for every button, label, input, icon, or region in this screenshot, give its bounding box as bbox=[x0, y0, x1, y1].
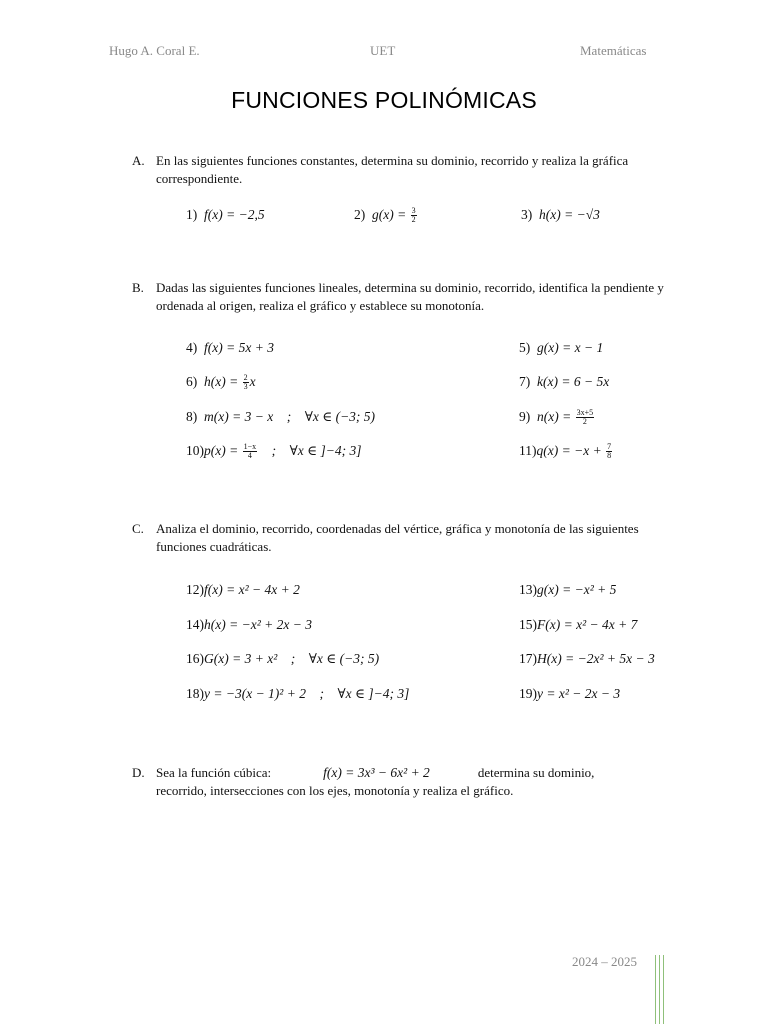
exercise-5: 5) g(x) = x − 1 bbox=[519, 340, 604, 355]
exercise-7: 7) k(x) = 6 − 5x bbox=[519, 374, 610, 389]
section-b-text: Dadas las siguientes funciones lineales, determina su dominio, recorrido, identifica la pendiente y ordenada al origen, realiza el gráfico y establece su monotonía. bbox=[156, 280, 664, 313]
fraction: $\frac{7}{8}$ bbox=[607, 442, 612, 461]
section-a-letter: A. bbox=[132, 153, 145, 168]
exercise-2: 2) g(x) = $\frac{3}{2}$ bbox=[354, 206, 416, 225]
section-d-text: Sea la función cúbica: f(x) = 3x³ − 6x² + 2 determina su dominio, recorrido, intersecciones con los ejes, monotonía y realiza el gráfico. bbox=[156, 765, 595, 798]
exercise-14: 14)h(x) = −x² + 2x − 3 bbox=[186, 617, 312, 632]
footer-accent-bar bbox=[659, 955, 660, 1024]
exercise-11: 11)q(x) = −x + $\frac{7}{8}$ bbox=[519, 442, 612, 461]
exercise-4: 4) f(x) = 5x + 3 bbox=[186, 340, 274, 355]
exercise-12: 12)f(x) = x² − 4x + 2 bbox=[186, 582, 300, 597]
exercise-18: 18)y = −3(x − 1)² + 2 ; ∀x ∈ ]−4; 3] bbox=[186, 686, 410, 701]
exercise-10: 10)p(x) = $\frac{1-x}{4}$ ; ∀x ∈ ]−4; 3] bbox=[186, 442, 362, 461]
exercise-17: 17)H(x) = −2x² + 5x − 3 bbox=[519, 651, 655, 666]
exercise-1: 1) f(x) = −2,5 bbox=[186, 207, 265, 222]
cubic-formula: f(x) = 3x³ − 6x² + 2 bbox=[323, 765, 430, 780]
fraction: $\frac{3x+5}{2}$ bbox=[576, 408, 594, 427]
section-a-text: En las siguientes funciones constantes, determina su dominio, recorrido y realiza la gráfica correspondiente. bbox=[156, 153, 629, 186]
header-institution: UET bbox=[370, 43, 396, 58]
exercise-9: 9) n(x) = $\frac{3x+5}{2}$ bbox=[519, 408, 594, 427]
exercise-19: 19)y = x² − 2x − 3 bbox=[519, 686, 621, 701]
section-d-letter: D. bbox=[132, 765, 145, 780]
exercise-16: 16)G(x) = 3 + x² ; ∀x ∈ (−3; 5) bbox=[186, 651, 380, 666]
section-b-letter: B. bbox=[132, 280, 144, 295]
exercise-3: 3) h(x) = −√3 bbox=[521, 207, 600, 222]
fraction: $\frac{2}{3}$ bbox=[243, 373, 248, 392]
header-author: Hugo A. Coral E. bbox=[109, 43, 200, 58]
exercise-13: 13)g(x) = −x² + 5 bbox=[519, 582, 617, 597]
footer-accent-bar bbox=[663, 955, 664, 1024]
fraction: $\frac{1-x}{4}$ bbox=[243, 442, 257, 461]
footer-accent-bar bbox=[655, 955, 656, 1024]
page-title: FUNCIONES POLINÓMICAS bbox=[231, 87, 537, 113]
section-c-letter: C. bbox=[132, 521, 144, 536]
header-subject: Matemáticas bbox=[580, 43, 647, 58]
exercise-15: 15)F(x) = x² − 4x + 7 bbox=[519, 617, 638, 632]
exercise-8: 8) m(x) = 3 − x ; ∀x ∈ (−3; 5) bbox=[186, 409, 376, 424]
section-c-text: Analiza el dominio, recorrido, coordenadas del vértice, gráfica y monotonía de las siguientes funciones cuadráticas. bbox=[156, 521, 639, 554]
fraction: $\frac{3}{2}$ bbox=[411, 206, 416, 225]
footer-years: 2024 – 2025 bbox=[572, 954, 637, 969]
exercise-6: 6) h(x) = $\frac{2}{3}$ x bbox=[186, 373, 256, 392]
